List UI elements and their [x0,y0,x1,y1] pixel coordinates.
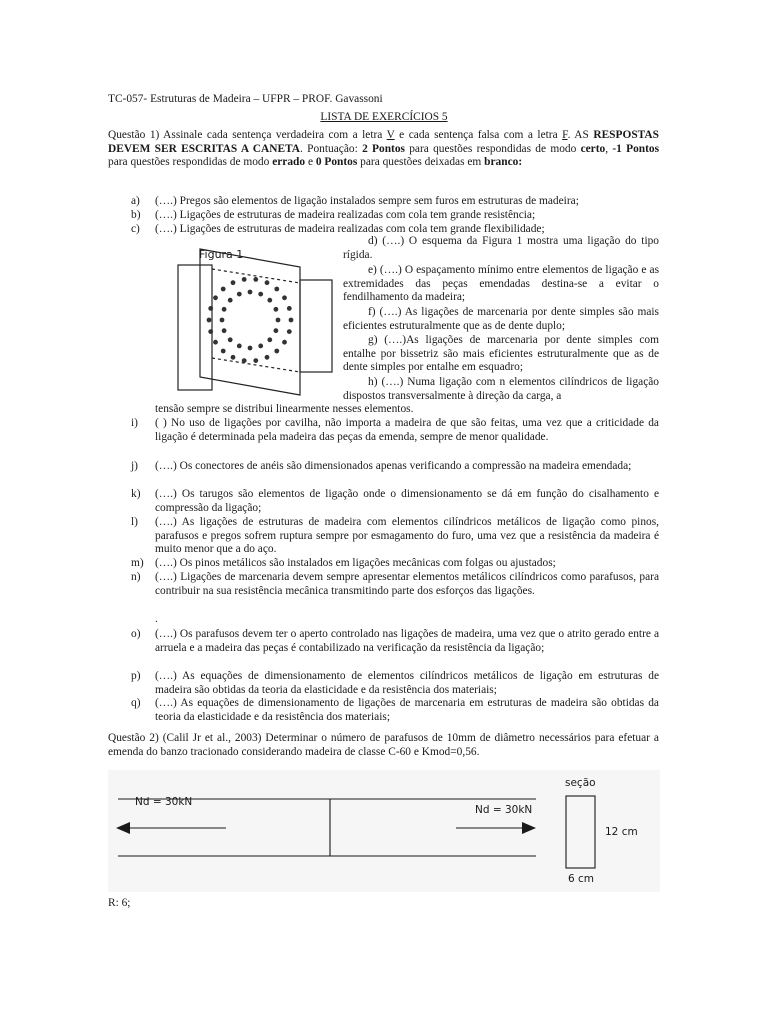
bolt-icon [222,328,227,333]
bolt-icon [274,349,279,354]
bolt-icon [208,329,213,334]
bolt-icon [258,344,263,349]
bolt-icon [274,307,279,312]
item-d-text: d) (….) O esquema da Figura 1 mostra uma ligação do tipo rígida. [343,235,659,261]
item-c-label: c) [131,223,140,235]
bolt-icon [220,318,225,323]
width-dimension-label: 6 cm [568,873,595,885]
question-2-text: Questão 2) (Calil Jr et al., 2003) Determinar o número de parafusos de 10mm de diâmetro necessários para efetuar a emenda do banzo tracionado considerando madeira de classe C-60 e Kmod=0,56. [108,732,659,758]
bolt-icon [231,355,236,360]
item-q-text: (….) As equações de dimensionamento de ligações de marcenaria em estruturas de madeira são obtidas da teoria da elasticidade e da resistência dos materiais; [155,697,659,723]
item-o-text: (….) Os parafusos devem ter o aperto controlado nas ligações de madeira, uma vez que o atrito gerado entre a arruela e a madeira das peças é contabilizado na verificação da resistência da ligação; [155,628,659,654]
item-n-text: (….) Ligações de marcenaria devem sempre apresentar elementos metálicos cilíndricos como parafusos, para contribuir na sua resistência mecânica transmitindo parte dos esforços das ligações. [155,571,659,597]
bolt-icon [213,340,218,345]
bolt-icon [289,318,294,323]
answer: R: 6; [108,897,131,909]
bolt-icon [231,280,236,285]
bolt-icon [207,318,212,323]
bolt-icon [237,292,242,297]
bolt-icon [242,277,247,282]
section-label: seção [565,777,596,789]
item-i-label: i) [131,417,138,429]
stray-dot: . [155,613,158,625]
item-j-label: j) [131,460,138,472]
bolt-icon [208,306,213,311]
item-b-label: b) [131,209,141,221]
bolt-icon [253,277,258,282]
item-g-text: g) (….)As ligações de marcenaria por dente simples com entalhe por bissetriz são mais eficientes estruturalmente que as de dente simples por entalhe em esquadro; [343,334,659,374]
bolt-icon [282,295,287,300]
bolt-icon [248,346,253,351]
item-p-label: p) [131,670,141,682]
bolt-icon [265,280,270,285]
item-l-text: (….) As ligações de estruturas de madeira com elementos cilíndricos metálicos de ligação como pinos, parafusos e pregos sofrem ruptura sempre por esmagamento do furo, uma vez que a resistência da madeira é muito menor que a do aço. [155,516,659,556]
figure-1-caption: Figura 1 [199,248,244,261]
bolt-icon [267,337,272,342]
item-l-label: l) [131,516,138,528]
item-q-label: q) [131,697,141,709]
bolt-icon [267,298,272,303]
item-a-label: a) [131,195,140,207]
bolt-icon [253,358,258,363]
bolt-icon [222,307,227,312]
item-h-continuation: tensão sempre se distribui linearmente nesses elementos. [155,403,414,415]
item-k-label: k) [131,488,141,500]
document-header: TC-057- Estruturas de Madeira – UFPR – PROF. Gavassoni [108,93,383,105]
bolt-icon [228,298,233,303]
bolt-icon [221,349,226,354]
item-m-label: m) [131,557,144,569]
bolt-icon [287,306,292,311]
item-n-label: n) [131,571,141,583]
bolt-icon [213,295,218,300]
item-m-text: (….) Os pinos metálicos são instalados em ligações mecânicas com folgas ou ajustados; [155,557,556,569]
bolt-icon [274,328,279,333]
item-e-text: e) (….) O espaçamento mínimo entre elementos de ligação e as extremidades das peças emendadas destina-se a evitar o fendilhamento da madeira; [343,264,659,304]
bolt-icon [242,358,247,363]
bolt-icon [237,344,242,349]
item-i-text: ( ) No uso de ligações por cavilha, não importa a madeira de que são feitas, uma vez que a criticidade da ligação é determinada pela madeira das peças da emenda, sempre de menor qualidade. [155,417,659,443]
bolt-icon [276,318,281,323]
title-text: LISTA DE EXERCÍCIOS 5 [320,111,448,123]
height-dimension-label: 12 cm [605,826,638,838]
item-k-text: (….) Os tarugos são elementos de ligação onde o dimensionamento se dá em função do cisalhamento e compressão da ligação; [155,488,659,514]
bolt-icon [282,340,287,345]
force-left-label: Nd = 30kN [135,796,193,808]
item-a-text: (….) Pregos são elementos de ligação instalados sempre sem furos em estruturas de madeira; [155,195,579,207]
figure-1-drawing [175,245,335,405]
item-p-text: (….) As equações de dimensionamento de elementos cilíndricos metálicos de ligação em estruturas de madeira são obtidas da teoria da elasticidade e da resistência dos materiais; [155,670,659,696]
item-b-text: (….) Ligações de estruturas de madeira realizadas com cola tem grande resistência; [155,209,536,221]
item-h-text: h) (….) Numa ligação com n elementos cilíndricos de ligação dispostos transversalmente à direção da carga, a [343,376,659,402]
item-c-text: (….) Ligações de estruturas de madeira realizadas com cola tem grande flexibilidade; [155,223,545,235]
question-1-instructions: Questão 1) Assinale cada sentença verdadeira com a letra V e cada sentença falsa com a letra F. AS RESPOSTAS DEVEM SER ESCRITAS A CANETA. Pontuação: 2 Pontos para questões respondidas de modo certo, -1 Pontos para questões respondidas de modo errado e 0 Pontos para questões deixadas em branco: [108,129,660,169]
bolt-icon [274,287,279,292]
bolt-icon [287,329,292,334]
bolt-icon [248,290,253,295]
bolt-icon [265,355,270,360]
document-title [0,111,768,123]
force-right-label: Nd = 30kN [475,804,533,816]
item-j-text: (….) Os conectores de anéis são dimensionados apenas verificando a compressão na madeira emendada; [155,460,632,472]
bolt-icon [228,337,233,342]
item-o-label: o) [131,628,141,640]
bolt-icon [221,287,226,292]
item-f-text: f) (….) As ligações de marcenaria por dente simples são mais eficientes estruturalmente que as de dente duplo; [343,306,659,332]
bolt-icon [258,292,263,297]
figure-1 [175,245,335,405]
